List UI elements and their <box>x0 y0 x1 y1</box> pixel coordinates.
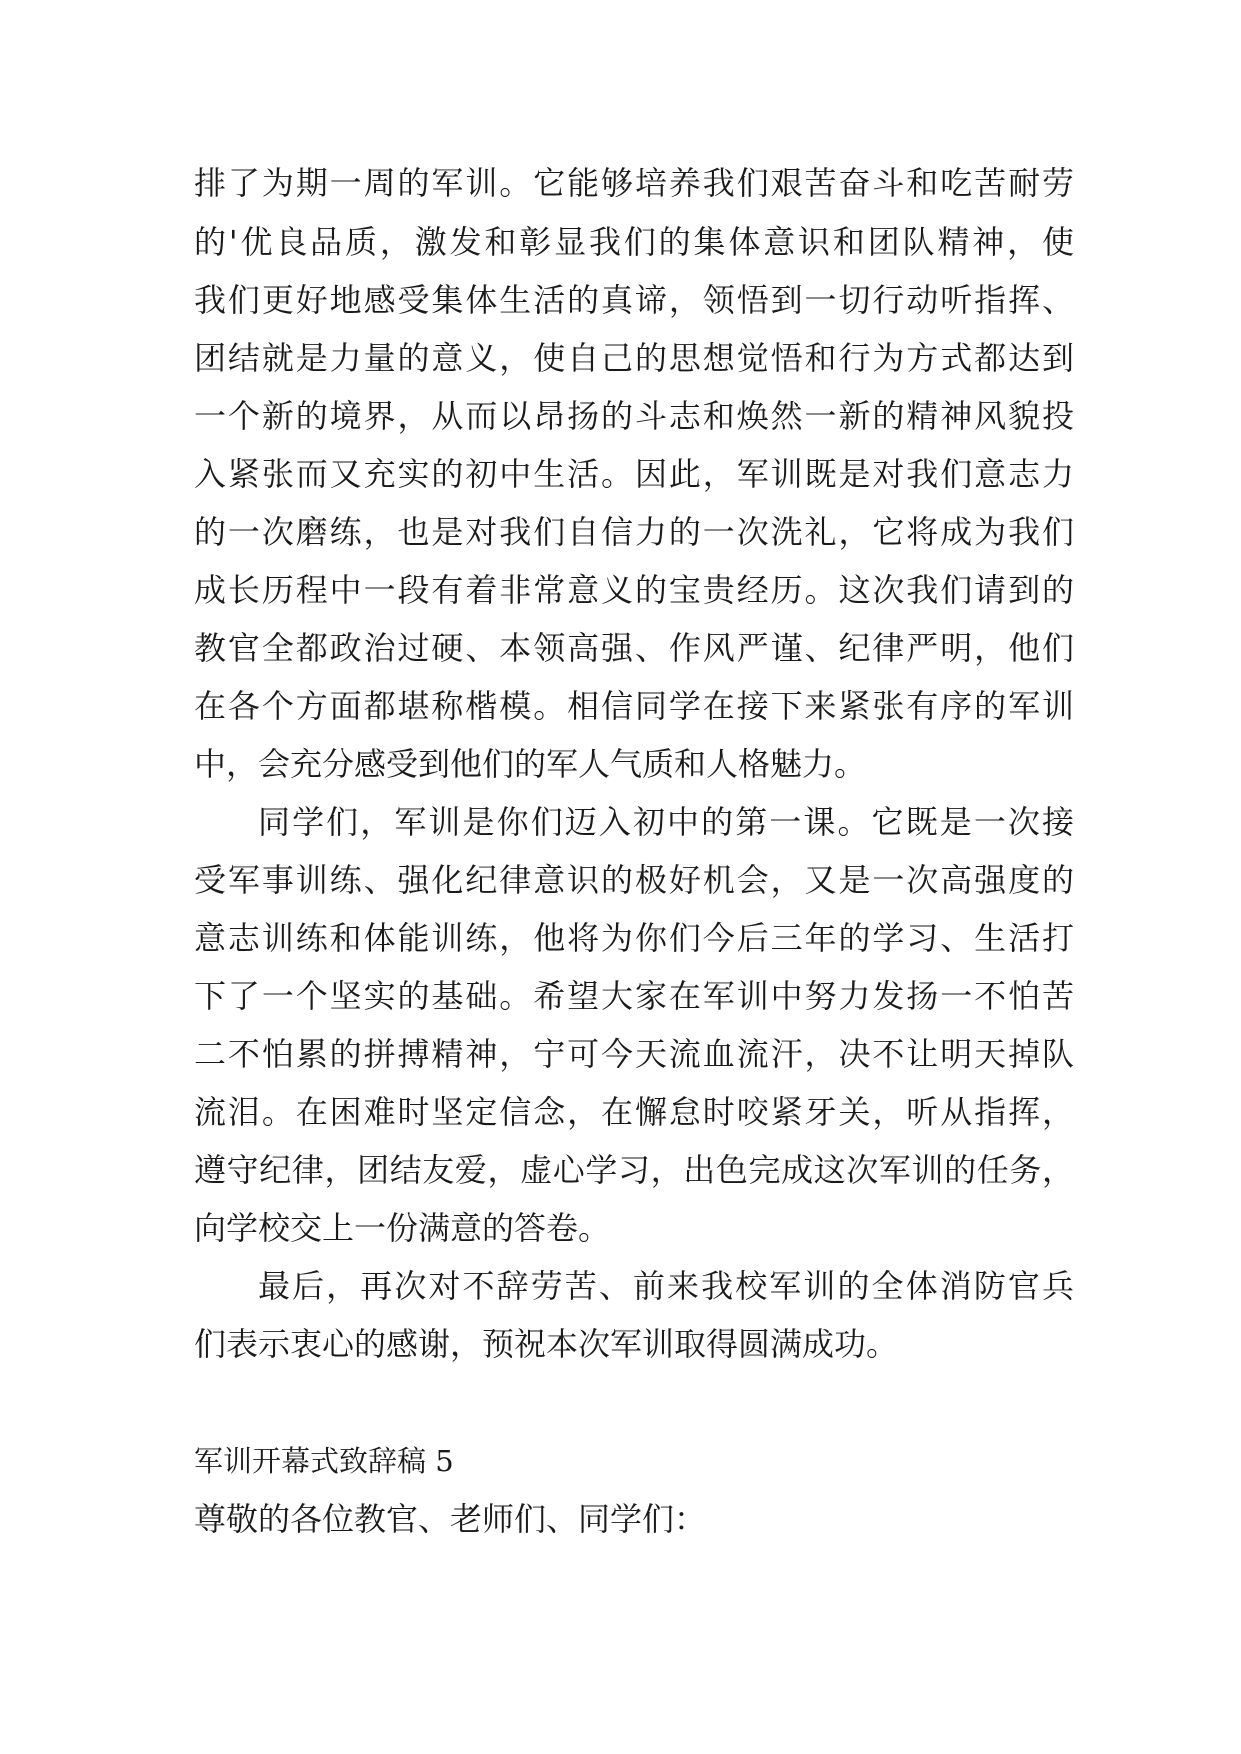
p2-line-2: 受军事训练、强化纪律意识的极好机会，又是一次高强度的 <box>194 861 1074 899</box>
p2-line-8: 向学校交上一份满意的答卷。 <box>194 1209 611 1247</box>
p2-line-5: 二不怕累的拼搏精神，宁可今天流血流汗，决不让明天掉队 <box>194 1035 1074 1073</box>
p1-line-9: 教官全都政治过硬、本领高强、作风严谨、纪律严明，他们 <box>194 629 1074 667</box>
p1-line-10: 在各个方面都堪称楷模。相信同学在接下来紧张有序的军训 <box>194 687 1074 725</box>
p1-line-6: 入紧张而又充实的初中生活。因此，军训既是对我们意志力 <box>194 455 1074 493</box>
salutation: 尊敬的各位教官、老师们、同学们： <box>194 1500 707 1538</box>
p1-line-7: 的一次磨练，也是对我们自信力的一次洗礼，它将成为我们 <box>194 513 1074 551</box>
p2-line-4: 下了一个坚实的基础。希望大家在军训中努力发扬一不怕苦 <box>194 977 1074 1015</box>
p1-line-4: 团结就是力量的意义，使自己的思想觉悟和行为方式都达到 <box>194 339 1074 377</box>
p2-line-6: 流泪。在困难时坚定信念，在懈怠时咬紧牙关，听从指挥， <box>194 1093 1074 1131</box>
p1-line-8: 成长历程中一段有着非常意义的宝贵经历。这次我们请到的 <box>194 571 1074 609</box>
p1-line-1: 排了为期一周的军训。它能够培养我们艰苦奋斗和吃苦耐劳 <box>194 164 1074 202</box>
p3-line-2: 们表示衷心的感谢，预祝本次军训取得圆满成功。 <box>194 1325 899 1363</box>
p2-line-3: 意志训练和体能训练，他将为你们今后三年的学习、生活打 <box>194 919 1074 957</box>
p1-line-3: 我们更好地感受集体生活的真谛，领悟到一切行动听指挥、 <box>194 281 1074 319</box>
p1-line-5: 一个新的境界，从而以昂扬的斗志和焕然一新的精神风貌投 <box>194 397 1074 435</box>
p1-line-2: 的'优良品质，激发和彰显我们的集体意识和团队精神，使 <box>194 223 1074 261</box>
p1-line-11: 中，会充分感受到他们的军人气质和人格魅力。 <box>194 745 867 783</box>
section-title: 军训开幕式致辞稿 5 <box>194 1444 454 1478</box>
p2-line-1: 同学们，军训是你们迈入初中的第一课。它既是一次接 <box>258 803 1074 841</box>
p3-line-1: 最后，再次对不辞劳苦、前来我校军训的全体消防官兵 <box>258 1267 1074 1305</box>
p2-line-7: 遵守纪律，团结友爱，虚心学习，出色完成这次军训的任务， <box>194 1151 1074 1189</box>
